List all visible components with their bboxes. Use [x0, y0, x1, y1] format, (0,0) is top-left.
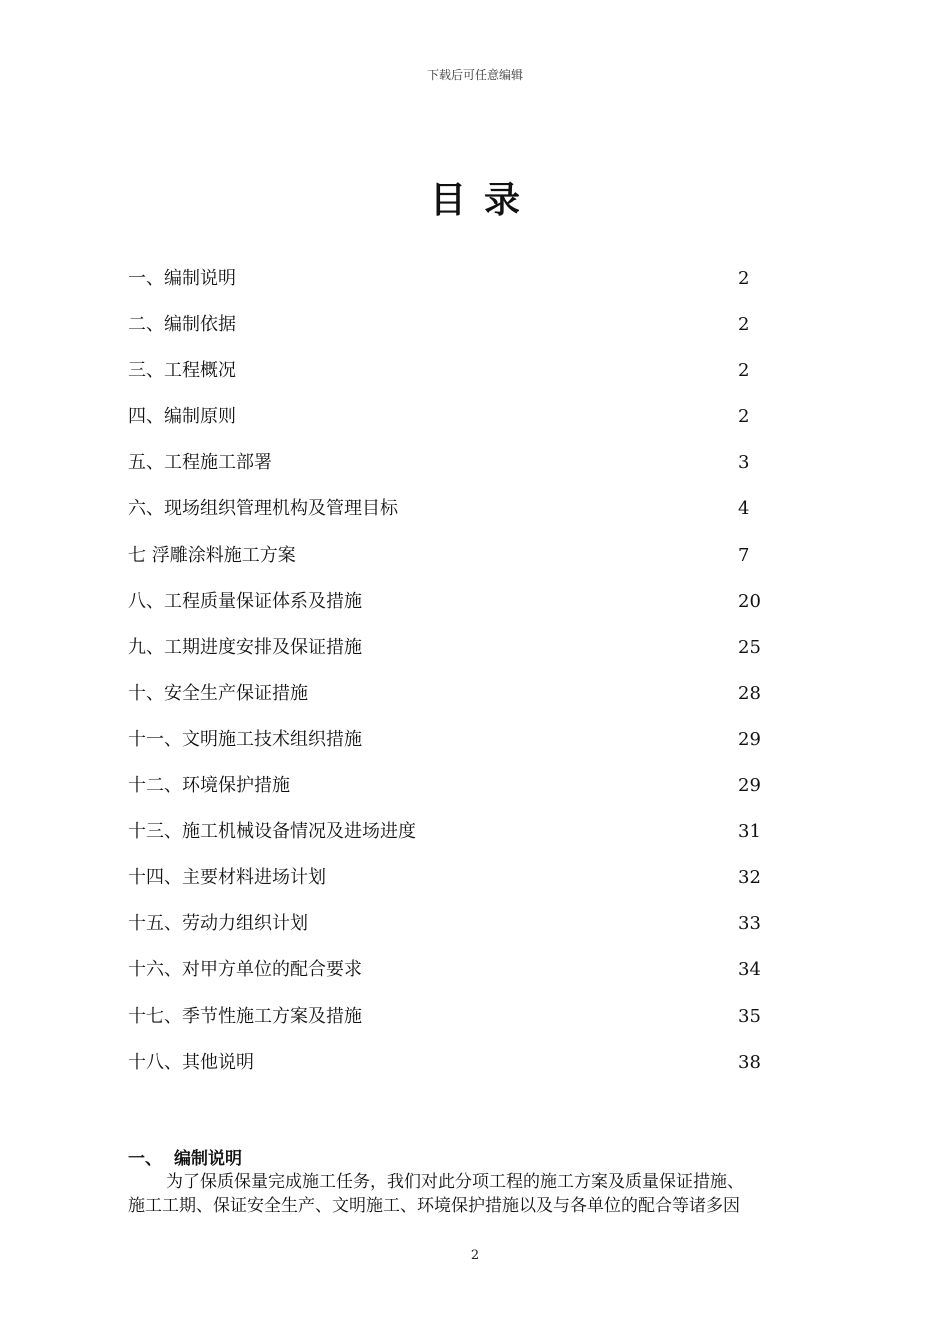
body-line: 为了保质保量完成施工任务，我们对此分项工程的施工方案及质量保证措施、: [166, 1172, 744, 1192]
toc-entry-page: 3: [738, 452, 750, 474]
toc-entry[interactable]: [128, 955, 768, 1001]
toc-entry-page: 33: [738, 913, 761, 935]
toc-entry-page: 29: [738, 775, 761, 797]
toc-entry[interactable]: [128, 402, 768, 448]
toc-entry-label: 十一、文明施工技术组织措施: [128, 728, 362, 750]
toc-entry[interactable]: [128, 587, 768, 633]
toc-entry[interactable]: [128, 633, 768, 679]
header-note: 下载后可任意编辑: [426, 68, 523, 82]
toc-entry-page: 2: [738, 360, 750, 382]
toc-entry-page: 2: [738, 268, 750, 289]
toc-entry-page: 31: [738, 821, 761, 843]
page-number: 2: [470, 1248, 480, 1263]
toc-entry-label: 一、编制说明: [128, 268, 236, 289]
toc-entry-page: 38: [738, 1051, 761, 1073]
toc-entry[interactable]: [128, 448, 768, 494]
toc-entry-label: 十七、季节性施工方案及措施: [128, 1005, 362, 1027]
toc-entry[interactable]: [128, 264, 768, 310]
toc-entry-page: 20: [738, 590, 761, 612]
toc-entry-label: 七 浮雕涂料施工方案: [128, 544, 296, 566]
toc-entry-label: 十五、劳动力组织计划: [128, 913, 308, 935]
toc-entry[interactable]: [128, 1048, 768, 1094]
toc-entry[interactable]: [128, 494, 768, 540]
toc-entry[interactable]: [128, 679, 768, 725]
toc-entry-label: 十六、对甲方单位的配合要求: [128, 959, 362, 981]
toc-entry[interactable]: [128, 771, 768, 817]
toc-entry[interactable]: [128, 909, 768, 955]
toc-entry[interactable]: [128, 817, 768, 863]
body-paragraph: [128, 1170, 822, 1218]
toc-entry[interactable]: [128, 541, 768, 587]
toc-entry-page: 2: [738, 406, 750, 428]
toc-entry-label: 十三、施工机械设备情况及进场进度: [128, 821, 416, 843]
toc-title: 目录: [429, 179, 538, 221]
toc-entry[interactable]: [128, 863, 768, 909]
toc-entry-label: 二、编制依据: [128, 314, 236, 336]
toc-entry-label: 十八、其他说明: [128, 1051, 254, 1073]
toc-entry-page: 35: [738, 1005, 761, 1027]
toc-entry-label: 十、安全生产保证措施: [128, 682, 308, 704]
toc-entry-page: 7: [738, 544, 750, 566]
toc-entry-page: 34: [738, 959, 761, 981]
section-title: 编制说明: [174, 1149, 242, 1169]
toc-entry-label: 十二、环境保护措施: [128, 775, 290, 797]
toc-entry-page: 32: [738, 867, 761, 889]
toc-entry-label: 八、工程质量保证体系及措施: [128, 590, 362, 612]
toc-entry-label: 三、工程概况: [128, 360, 236, 382]
toc-entry-page: 28: [738, 682, 761, 704]
toc-entry-page: 29: [738, 728, 761, 750]
toc-entry-label: 九、工期进度安排及保证措施: [128, 636, 362, 658]
toc-entry-label: 六、现场组织管理机构及管理目标: [128, 498, 398, 520]
section-number: 一、: [128, 1149, 162, 1169]
body-line: 施工工期、保证安全生产、文明施工、环境保护措施以及与各单位的配合等诸多因: [128, 1196, 740, 1216]
toc-entry-page: 25: [738, 636, 761, 658]
toc-entry[interactable]: [128, 1002, 768, 1048]
toc-entry-page: 2: [738, 314, 750, 336]
section-heading: [128, 1144, 242, 1169]
toc-entry-page: 4: [738, 498, 750, 520]
toc-entry[interactable]: [128, 725, 768, 771]
toc-entry-label: 五、工程施工部署: [128, 452, 272, 474]
toc-entry[interactable]: [128, 356, 768, 402]
toc-entry-label: 四、编制原则: [128, 406, 236, 428]
toc-list: [128, 264, 768, 1094]
toc-entry-label: 十四、主要材料进场计划: [128, 867, 326, 889]
toc-entry[interactable]: [128, 310, 768, 356]
